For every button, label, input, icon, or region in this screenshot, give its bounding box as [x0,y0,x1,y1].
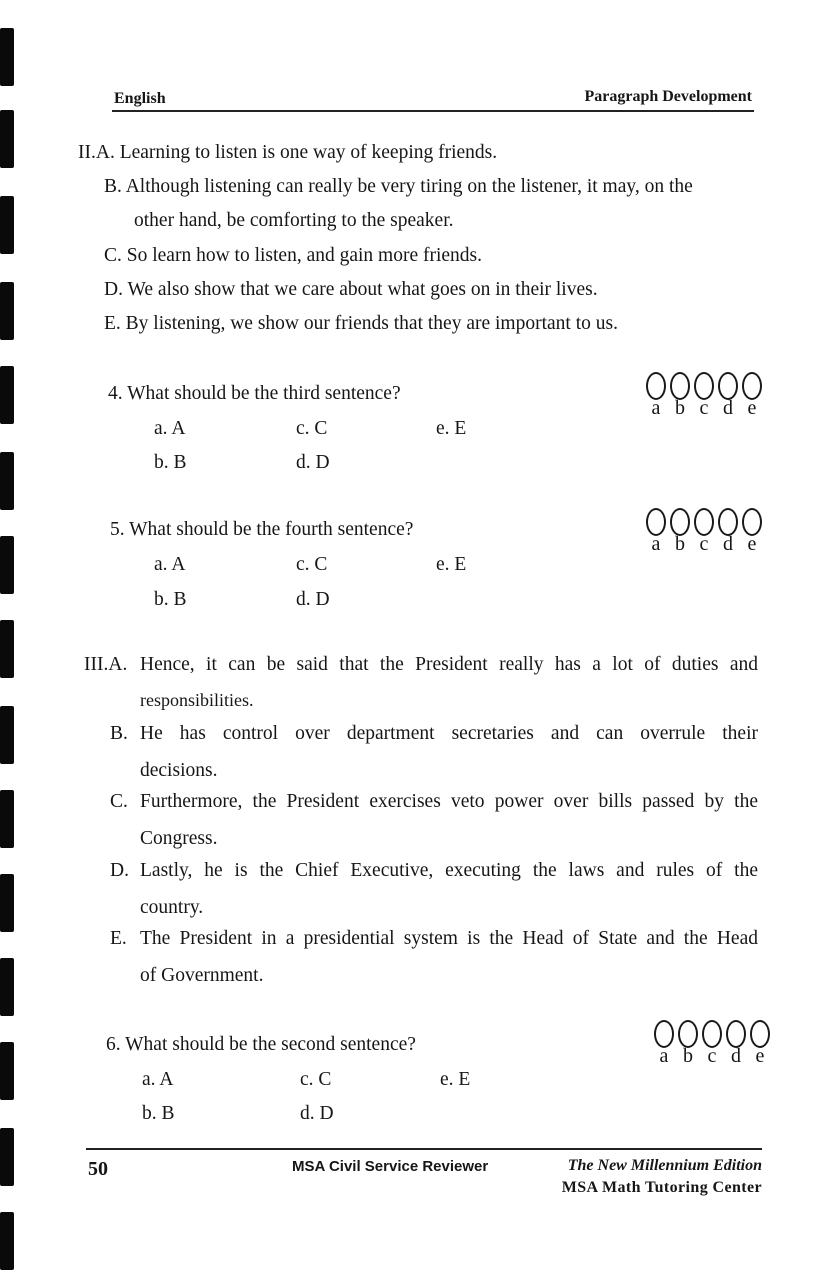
group2-sentence-d [104,279,598,301]
answer-bubble-e[interactable] [742,508,762,536]
header-subject: English [114,90,166,107]
answer-bubble-e[interactable] [742,372,762,400]
q4-option-b[interactable]: b. B [154,452,187,473]
bubble-letter: a [659,1045,669,1067]
answer-bubble-a[interactable] [646,372,666,400]
bubble-letter: d [723,397,733,419]
question-5-text: What should be the fourth sentence? [129,519,414,540]
question-6-number: 6. [106,1034,121,1055]
q6-answer-bubbles [654,1020,770,1066]
answer-bubble-b[interactable] [670,372,690,400]
answer-bubble-b[interactable] [678,1020,698,1048]
bubble-letter: b [683,1045,693,1067]
answer-bubble-c[interactable] [694,508,714,536]
q5-option-d[interactable]: d. D [296,589,330,610]
question-4-text: What should be the third sentence? [127,383,401,404]
group3-text-c-line2: Congress. [140,828,218,849]
q4-option-e[interactable]: e. E [436,418,467,439]
bubble-letter: d [723,533,733,555]
group3-text-a-line2: responsibilities. [140,690,254,710]
group3-label-e: E. [110,928,127,949]
group3-text-e-line1: The President in a presidential system is the Head of State and the Head [140,928,758,949]
answer-bubble-a[interactable] [646,508,666,536]
bubble-letter: c [699,533,709,555]
bubble-letter: a [651,397,661,419]
footer-edition: The New Millennium Edition [567,1157,762,1174]
binding-mark [0,1212,14,1270]
binding-mark [0,1042,14,1100]
group3-text-c-line1: Furthermore, the President exercises veto power over bills passed by the [140,791,758,812]
bubble-letter: c [707,1045,717,1067]
bubble-letter: e [747,533,757,555]
answer-bubble-d[interactable] [726,1020,746,1048]
q5-option-b[interactable]: b. B [154,589,187,610]
answer-bubble-b[interactable] [670,508,690,536]
group2-text-b-line1: Although listening can really be very tiring on the listener, it may, on the [125,176,693,197]
group2-text-d: We also show that we care about what goes on in their lives. [127,279,598,300]
binding-mark [0,620,14,678]
group3-text-e-line2: of Government. [140,965,264,986]
binding-mark [0,958,14,1016]
group2-label-a: II.A. [78,142,115,163]
bubble-letter: e [755,1045,765,1067]
answer-bubble-d[interactable] [718,372,738,400]
bubble-letter: d [731,1045,741,1067]
group3-label-b: B. [110,723,128,744]
q6-option-e[interactable]: e. E [440,1069,471,1090]
group3-text-a-line1: Hence, it can be said that the President really has a lot of duties and [140,654,758,675]
group3-text-d-line2: country. [140,897,204,918]
q6-option-d[interactable]: d. D [300,1103,334,1124]
binding-mark [0,110,14,168]
group2-sentence-e [104,313,618,335]
binding-marks [0,0,40,1276]
answer-bubble-c[interactable] [702,1020,722,1048]
header-section: Paragraph Development [584,88,752,105]
binding-mark [0,536,14,594]
q5-option-a[interactable]: a. A [154,554,186,575]
q6-option-b[interactable]: b. B [142,1103,175,1124]
footer-book-title: MSA Civil Service Reviewer [292,1158,489,1175]
q5-option-c[interactable]: c. C [296,554,328,575]
group3-label-d: D. [110,860,129,881]
answer-bubble-a[interactable] [654,1020,674,1048]
answer-bubble-d[interactable] [718,508,738,536]
question-4-number: 4. [108,383,123,404]
group2-text-c: So learn how to listen, and gain more friends. [126,245,483,266]
group2-label-b: B. [104,176,122,197]
question-6-text: What should be the second sentence? [125,1034,416,1055]
answer-bubble-e[interactable] [750,1020,770,1048]
answer-bubble-c[interactable] [694,372,714,400]
group2-sentence-a [78,142,497,164]
binding-mark [0,874,14,932]
group2-label-d: D. [104,279,123,300]
q4-answer-bubbles [646,372,762,418]
footer-rule [86,1148,762,1150]
q4-option-d[interactable]: d. D [296,452,330,473]
bubble-letter: a [651,533,661,555]
binding-mark [0,452,14,510]
group3-label-c: C. [110,791,128,812]
binding-mark [0,1128,14,1186]
q5-answer-bubbles [646,508,762,554]
group2-text-e: By listening, we show our friends that they are important to us. [125,313,618,334]
bubble-letter: b [675,533,685,555]
q5-option-e[interactable]: e. E [436,554,467,575]
binding-mark [0,282,14,340]
binding-mark [0,706,14,764]
bubble-letter: b [675,397,685,419]
group2-sentence-c [104,245,482,267]
group3-text-b-line1: He has control over department secretaries and can overrule their [140,723,758,744]
group3-text-b-line2: decisions. [140,760,218,781]
q6-option-a[interactable]: a. A [142,1069,174,1090]
bubble-letter: c [699,397,709,419]
bubble-letter: e [747,397,757,419]
question-6 [106,1034,416,1056]
page-number: 50 [88,1158,108,1180]
binding-mark [0,366,14,424]
question-4 [108,383,401,405]
header-rule [112,110,754,112]
question-5-number: 5. [110,519,125,540]
binding-mark [0,28,14,86]
group2-text-a: Learning to listen is one way of keeping friends. [119,142,498,163]
q6-option-c[interactable]: c. C [300,1069,332,1090]
q4-option-c[interactable]: c. C [296,418,328,439]
group2-text-b-line2: other hand, be comforting to the speaker. [134,210,454,231]
group3-label-a: III.A. [84,654,128,675]
group2-sentence-b [104,176,693,198]
binding-mark [0,196,14,254]
group3-text-d-line1: Lastly, he is the Chief Executive, executing the laws and rules of the [140,860,758,881]
group2-label-c: C. [104,245,122,266]
question-5 [110,519,413,541]
footer-publisher: MSA Math Tutoring Center [561,1179,762,1196]
binding-mark [0,790,14,848]
q4-option-a[interactable]: a. A [154,418,186,439]
group2-label-e: E. [104,313,121,334]
